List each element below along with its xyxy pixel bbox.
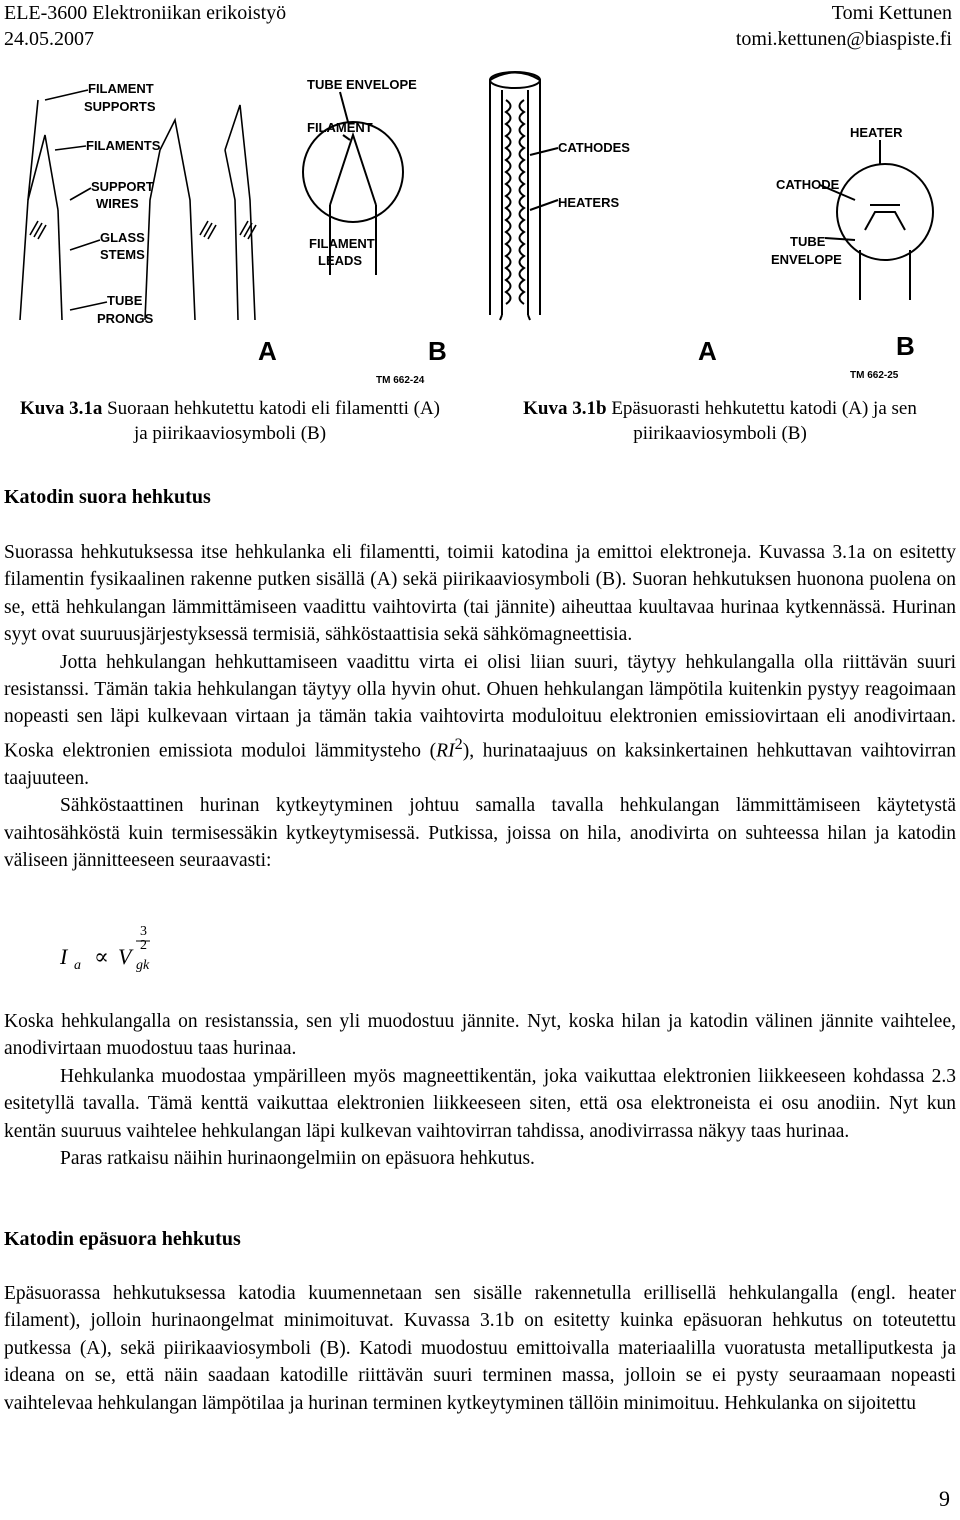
formula-v: V <box>118 944 132 969</box>
author-name: Tomi Kettunen <box>831 2 952 24</box>
paragraph-5: Hehkulanka muodostaa ympärilleen myös magneettikentän, joka vaikuttaa elektronien liikkeeseen kohdassa 2.3 esitetyllä tavalla. Tämä kenttä vaikuttaa elektronien liikkeeseen siten, että osa elektroneista ei osu anodiin. Nyt kun kentän suuruus vaihtelee hehkulangan läpi kulkevan vaihtovirran tahdissa, anodivirrassa näkyy taas hurinaa. <box>4 1065 956 1142</box>
label-filament-supports-2: SUPPORTS <box>84 99 156 114</box>
label-filament-leads: FILAMENT <box>309 236 375 251</box>
indirectly-heated-cathode-diagram <box>480 60 960 390</box>
caption-3-1a <box>10 396 450 446</box>
label-heaters: HEATERS <box>558 195 620 210</box>
section2-body <box>4 1280 956 1417</box>
label-support-wires-2: WIRES <box>96 196 139 211</box>
formula-exp-num: 3 <box>140 924 147 939</box>
caption-3-1a-label: Kuva 3.1a <box>19 398 103 419</box>
label-glass-stems: GLASS <box>100 230 145 245</box>
label-a: A <box>258 336 277 366</box>
paragraph-7: Epäsuorassa hehkutuksessa katodia kuumennetaan sen sisälle rakennetulla erillisellä hehkulangalla (engl. heater filament), jolloin hurinaongelmat minimoituvat. Kuvassa 3.1b on esitetty kuinka epäsuoran hehkutus on toteutettu putkessa (A), sekä piirikaaviosymboli (B). Katodi muodostuu emittoivalla materiaalilla vuoratusta metalliputkesta ja ideana on se, että näin saadaan katodille riittävän suuri terminen massa, jolloin se ei pysty seuraamaan nopeasti vaihtelevaa hehkulangan lämpötilaa ja hurinan terminen kytkeytyminen tällöin minimoituu. Hehkulanka on sijoitettu <box>4 1283 956 1414</box>
caption-3-1a-line1: Suoraan hehkutettu katodi eli filamentti (A) <box>102 398 441 419</box>
header-right <box>736 0 952 52</box>
figure-3-1b <box>480 60 960 390</box>
header-left <box>4 0 286 52</box>
p2-formula: RI <box>436 740 455 762</box>
paragraph-1: Suorassa hehkutuksessa itse hehkulanka eli filamentti, toimii katodina ja emittoi elektroneja. Kuvassa 3.1a on esitetty filamentin fysikaalinen rakenne putken sisällä (A) sekä piirikaaviosymboli (B). Suoran hehkutuksen huonona puolena on se, että hehkulangan lämmittämiseen vaadittu vaihtovirta (tai jännite) aiheuttaa kuultavaa hurinaa kytkennässä. Hurinan syyt ovat suuruusjärjestyksessä termisiä, sähköstaattisia sekä sähkömagneettisia. <box>4 542 956 646</box>
paragraph-3: Sähköstaattinen hurinan kytkeytyminen johtuu samalla tavalla hehkulangan lämmittämiseen käytetystä vaihtosähköstä kuin termisessäkin kytkeytymisessä. Putkissa, joissa on hila, anodivirta on suhteessa hilan ja katodin väliseen jännitteeseen seuraavasti: <box>4 795 956 871</box>
label-cathode: CATHODE <box>776 177 840 192</box>
label-a-b: A <box>698 336 717 366</box>
p2-text-after: ), hurinataajuus on kaksinkertainen hehkuttavan vaihtovirran taajuuteen. <box>4 740 956 789</box>
formula-sub-a: a <box>74 958 81 973</box>
section-heading-indirect-heating: Katodin epäsuora hehkutus <box>4 1228 241 1250</box>
paragraph-2 <box>4 649 956 793</box>
label-heater: HEATER <box>850 125 903 140</box>
caption-3-1b <box>480 396 960 446</box>
label-b-b: B <box>896 331 915 361</box>
cathode-symbol <box>820 140 933 300</box>
label-filament: FILAMENT <box>307 120 373 135</box>
caption-3-1a-line2: ja piirikaaviosymboli (B) <box>133 423 327 444</box>
paragraph-6: Paras ratkaisu näihin hurinaongelmiin on epäsuora hehkutus. <box>60 1148 535 1170</box>
label-tube-prongs: TUBE <box>107 293 143 308</box>
label-filament-supports: FILAMENT <box>88 81 154 96</box>
section1-body <box>4 539 956 874</box>
author-email: tomi.kettunen@biaspiste.fi <box>735 28 952 50</box>
p2-text-before: Jotta hehkulangan hehkuttamiseen vaadittu virta ei olisi liian suuri, täytyy hehkulangalla olla riittävän suuri resistanssi. Tämän takia hehkulangan täytyy olla hyvin ohut. Ohuen hehkulangan lämpötila kuitenkin pystyy reagoimaan nopeasti sen läpi kulkevaan virtaan ja tämän takia vaihtovirta moduloituu elektronien emissiovirtaan eli anodivirtaan. Koska elektronien emissiota moduloi lämmitysteho ( <box>4 651 956 762</box>
caption-3-1b-label: Kuva 3.1b <box>523 398 607 419</box>
formula-i: I <box>60 944 68 969</box>
label-tube-envelope-b: TUBE <box>790 234 826 249</box>
directly-heated-cathode-diagram <box>0 60 470 390</box>
label-tm-662-25: TM 662-25 <box>850 370 899 381</box>
label-tube-envelope: TUBE ENVELOPE <box>307 77 417 92</box>
document-date: 24.05.2007 <box>4 28 94 50</box>
figure-3-1a <box>0 60 470 390</box>
label-tube-envelope-b-2: ENVELOPE <box>771 252 842 267</box>
label-glass-stems-2: STEMS <box>100 247 145 262</box>
formula-fraction-bar <box>136 940 150 942</box>
section1-body-cont <box>4 1008 956 1172</box>
label-cathodes: CATHODES <box>558 140 630 155</box>
label-filament-leads-2: LEADS <box>318 253 363 268</box>
label-tube-prongs-2: PRONGS <box>97 311 154 326</box>
label-support-wires: SUPPORT <box>91 179 154 194</box>
page-number: 9 <box>939 1486 950 1511</box>
section-heading-direct-heating: Katodin suora hehkutus <box>4 486 211 508</box>
caption-3-1b-line1: Epäsuorasti hehkutettu katodi (A) ja sen <box>606 398 917 419</box>
label-b: B <box>428 336 447 366</box>
formula-sub-gk: gk <box>136 958 150 973</box>
p2-formula-exponent: 2 <box>454 734 463 753</box>
formula-exp-den: 2 <box>140 938 147 953</box>
cathode-tube-drawing <box>490 72 558 320</box>
caption-3-1b-line2: piirikaaviosymboli (B) <box>633 423 807 444</box>
paragraph-4: Koska hehkulangalla on resistanssia, sen yli muodostuu jännite. Nyt, koska hilan ja katodin välinen jännite vaihtelee, anodivirtaan muodostuu taas hurinaa. <box>4 1011 956 1060</box>
label-tm-662-24: TM 662-24 <box>376 375 425 386</box>
formula-proportional: ∝ <box>94 944 109 969</box>
label-filaments: FILAMENTS <box>86 138 161 153</box>
course-title: ELE-3600 Elektroniikan erikoistyö <box>4 2 287 24</box>
formula-anode-current <box>60 924 180 978</box>
